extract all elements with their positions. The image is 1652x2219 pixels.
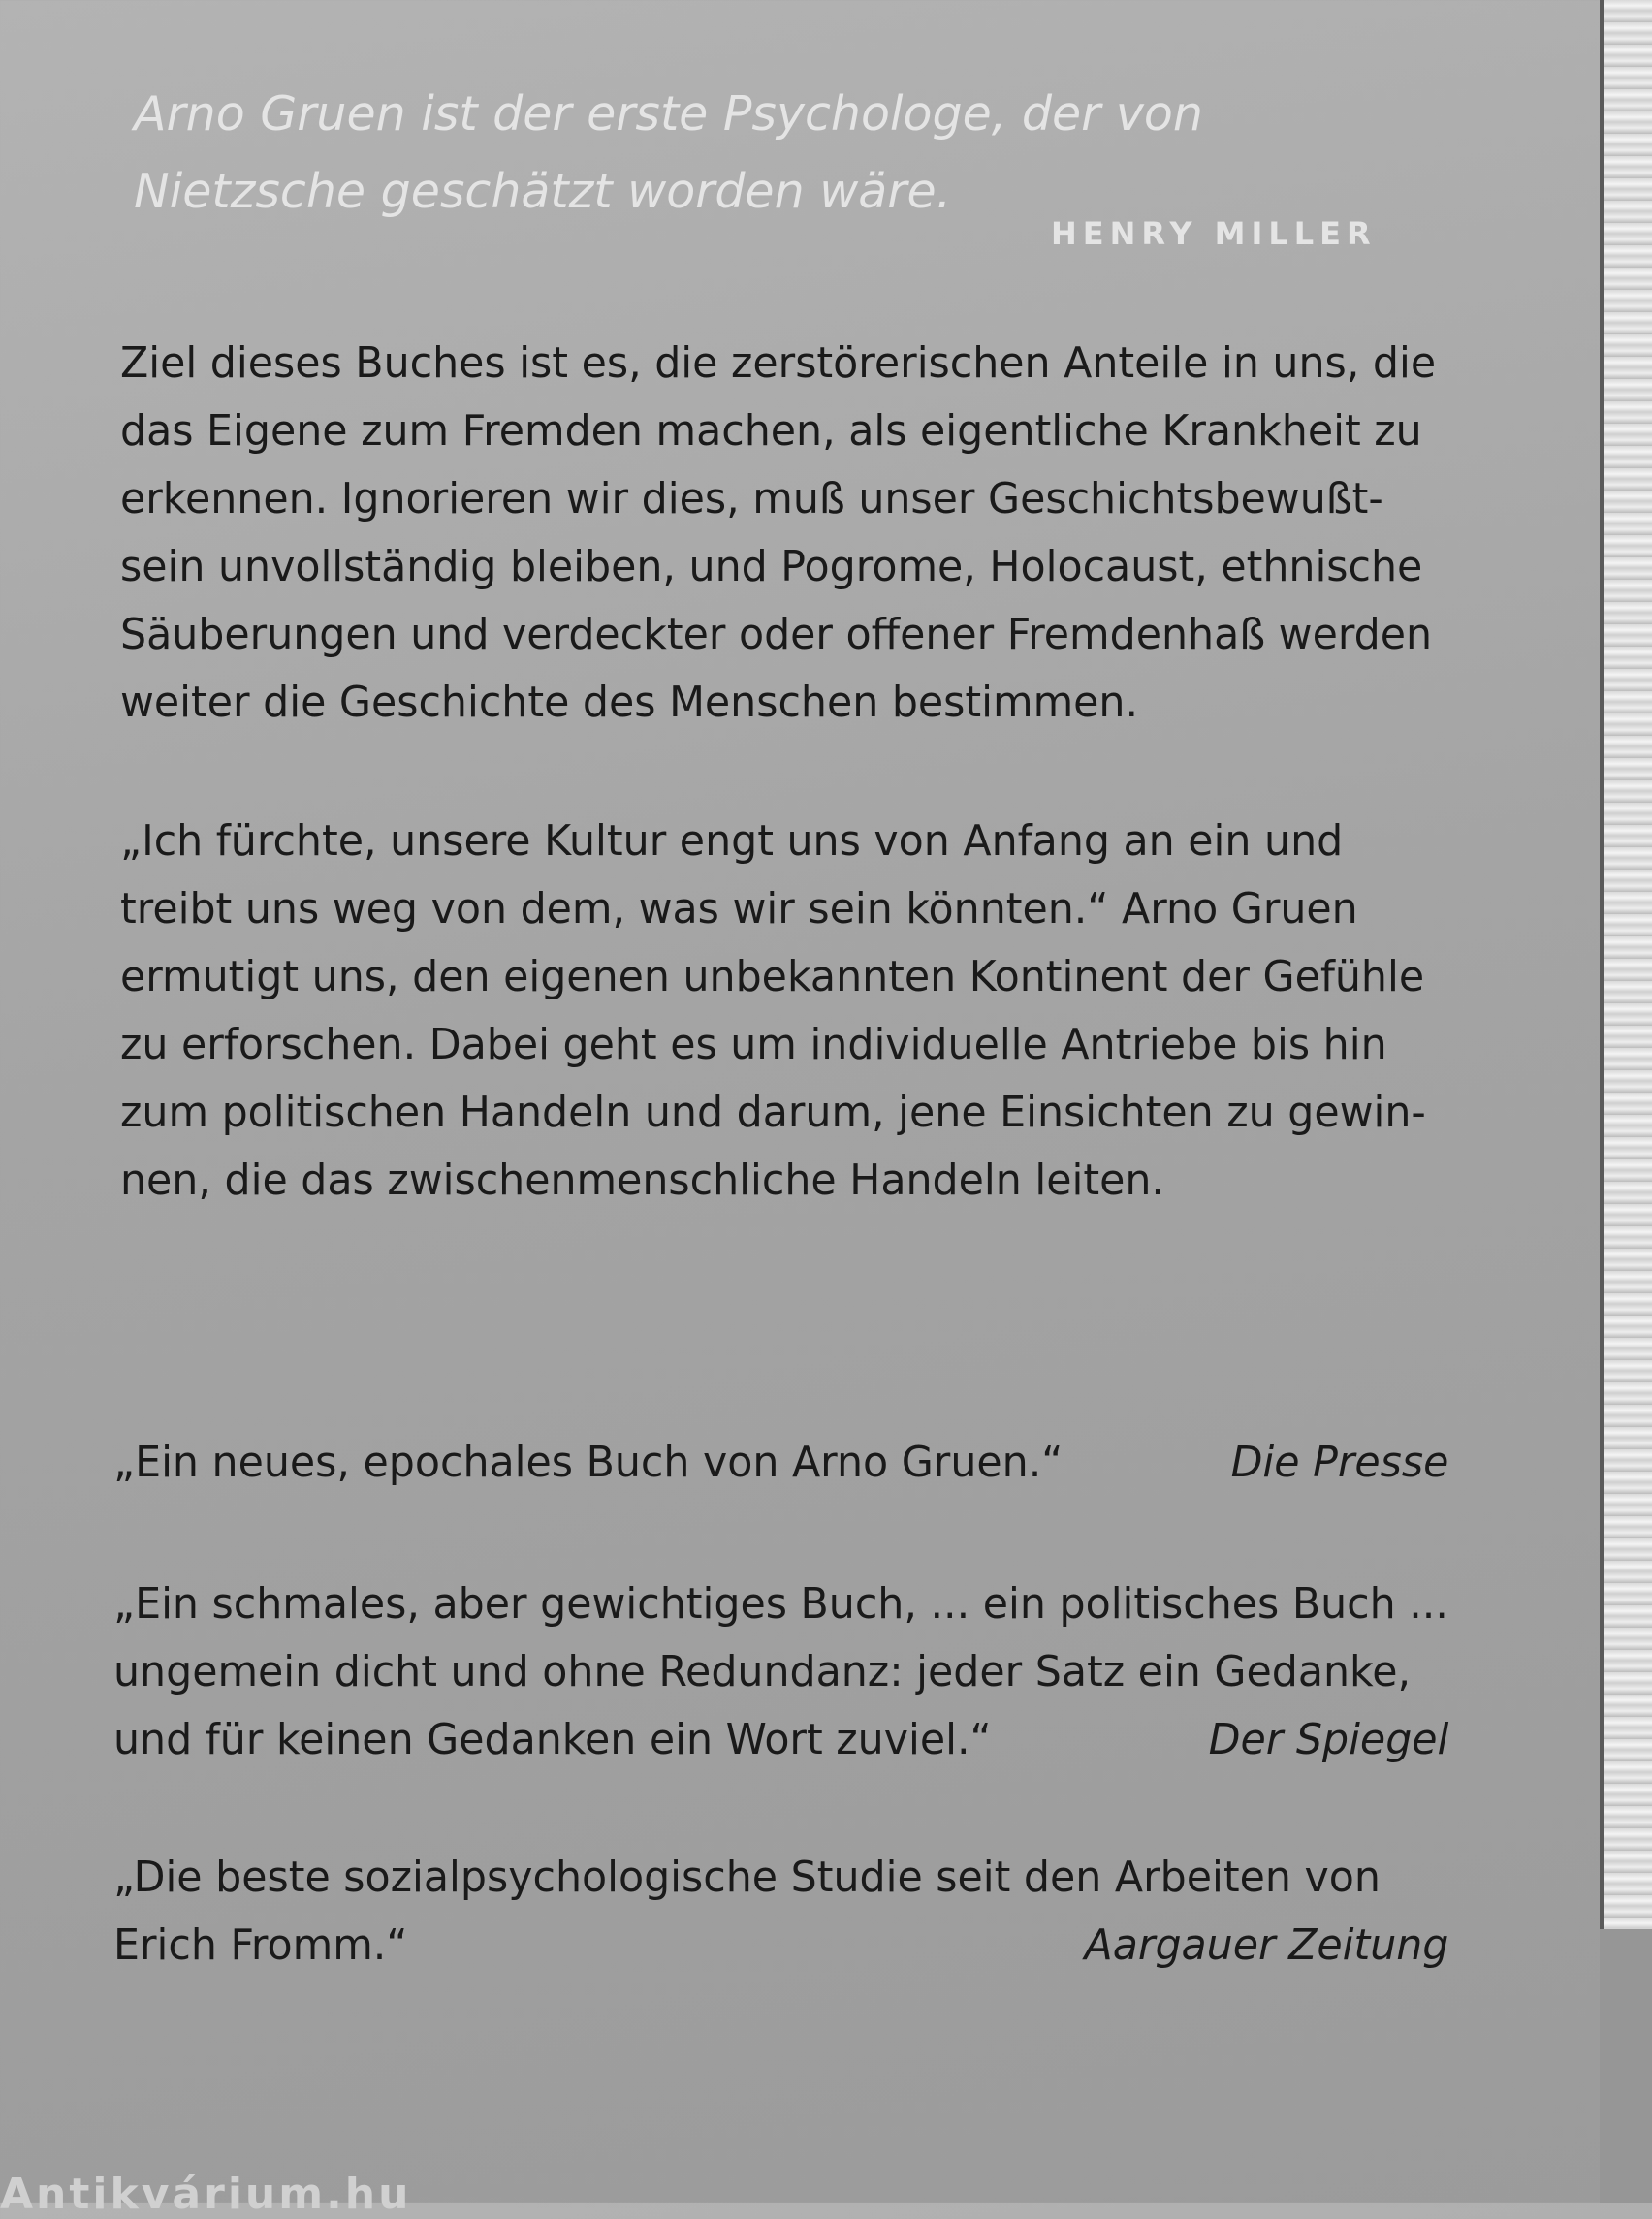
review-aargauer-zeitung — [113, 1844, 1448, 1980]
blurb-line: Ziel dieses Buches ist es, die zerstörerischen Anteile in uns, die — [120, 338, 1437, 388]
review-line: ungemein dicht und ohne Redundanz: jeder Satz ein Gedanke, — [113, 1647, 1412, 1696]
book-spine-shadow — [1600, 1929, 1652, 2203]
blurb-paragraph-2 — [120, 808, 1455, 1215]
book-spine-edge — [1600, 0, 1652, 1929]
epigraph-line: Nietzsche geschätzt worden wäre. — [134, 164, 952, 219]
review-line: Erich Fromm.“ — [113, 1920, 408, 1970]
blurb-line: treibt uns weg von dem, was wir sein könnten.“ Arno Gruen — [120, 884, 1358, 934]
blurb-line: sein unvollständig bleiben, und Pogrome, Holocaust, ethnische — [120, 542, 1423, 591]
review-line: und für keinen Gedanken ein Wort zuviel.“ — [113, 1715, 992, 1764]
review-line: „Ein neues, epochales Buch von Arno Gruen.“ — [113, 1438, 1064, 1487]
blurb-line: nen, die das zwischenmenschliche Handeln leiten. — [120, 1156, 1164, 1205]
review-source: Aargauer Zeitung — [1084, 1920, 1449, 1970]
review-source: Die Presse — [1230, 1438, 1449, 1487]
review-die-presse — [113, 1429, 1448, 1497]
review-line: „Ein schmales, aber gewichtiges Buch, ... ein politisches Buch ... — [113, 1579, 1448, 1629]
blurb-line: zu erforschen. Dabei geht es um individuelle Antriebe bis hin — [120, 1020, 1387, 1069]
review-line: „Die beste sozialpsychologische Studie seit den Arbeiten von — [113, 1853, 1381, 1902]
blurb-line: erkennen. Ignorieren wir dies, muß unser Geschichtsbewußt- — [120, 474, 1383, 523]
epigraph-author: HENRY MILLER — [1051, 215, 1377, 252]
blurb-line: weiter die Geschichte des Menschen bestimmen. — [120, 678, 1139, 727]
blurb-line: das Eigene zum Fremden machen, als eigentliche Krankheit zu — [120, 406, 1422, 456]
blurb-line: ermutigt uns, den eigenen unbekannten Kontinent der Gefühle — [120, 952, 1425, 1001]
blurb-line: Säuberungen und verdeckter oder offener Fremdenhaß werden — [120, 610, 1433, 659]
epigraph-quote — [134, 76, 1297, 231]
epigraph-line: Arno Gruen ist der erste Psychologe, der von — [134, 86, 1203, 142]
watermark: Antikvárium.hu — [0, 2170, 412, 2219]
blurb-line: zum politischen Handeln und darum, jene Einsichten zu gewin- — [120, 1088, 1426, 1137]
review-der-spiegel — [113, 1570, 1448, 1774]
review-source: Der Spiegel — [1208, 1715, 1449, 1764]
blurb-paragraph-1 — [120, 330, 1455, 737]
blurb-line: „Ich fürchte, unsere Kultur engt uns von Anfang an ein und — [120, 816, 1344, 866]
